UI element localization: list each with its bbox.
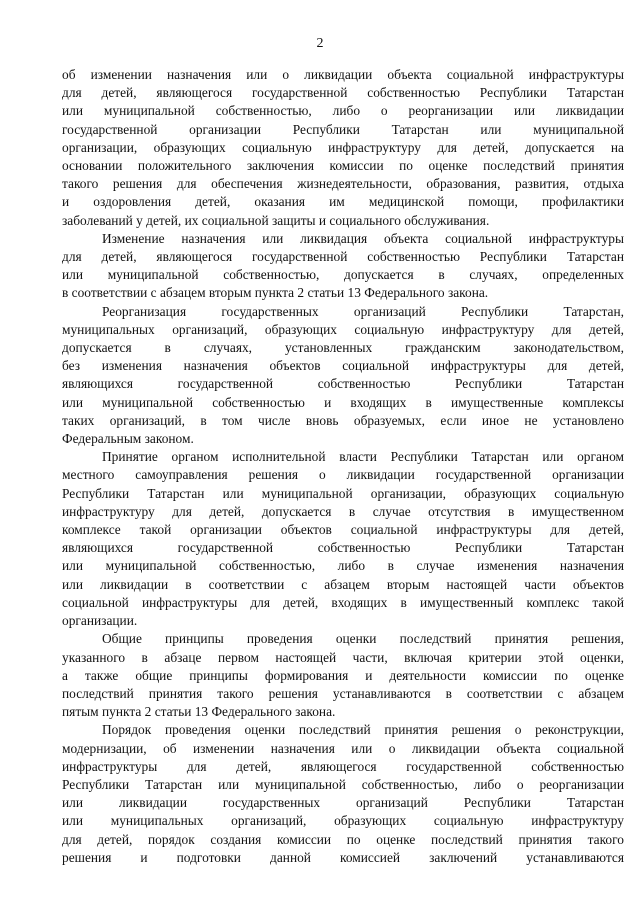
text-line: являющихся государственной собственностью Республики Татарстан	[62, 540, 624, 556]
text-line: организации.	[62, 613, 138, 629]
text-line: Республики Татарстан или муниципальной организации, образующих социальную	[62, 485, 624, 501]
text-line: Общие принципы проведения оценки последствий принятия решения,	[102, 631, 624, 647]
text-line: или муниципальных организаций, образующих социальную инфраструктуру	[62, 813, 624, 829]
text-line: для детей, являющегося государственной собственностью Республики Татарстан	[62, 249, 624, 265]
text-line: Изменение назначения или ликвидация объекта социальной инфраструктуры	[102, 230, 624, 246]
paragraph-3	[62, 303, 624, 449]
paragraph-5	[62, 630, 624, 721]
text-line: или муниципальной собственностью, допускается в случаях, определенных	[62, 267, 624, 283]
text-line: модернизации, об изменении назначения или о ликвидации объекта социальной	[62, 740, 624, 756]
paragraph-1	[62, 66, 624, 230]
text-line: заболеваний у детей, их социальной защиты и социального обслуживания.	[62, 212, 490, 228]
text-line: муниципальных организаций, образующих социальную инфраструктуру для детей,	[62, 321, 624, 337]
text-line: Порядок проведения оценки последствий принятия решения о реконструкции,	[102, 722, 624, 738]
text-line: инфраструктуру для детей, допускается в случае отсутствия в имущественном	[62, 503, 624, 519]
text-line: или муниципальной собственностью и входящих в имущественные комплексы	[62, 394, 624, 410]
text-line: а также общие принципы формирования и деятельности комиссии по оценке	[62, 667, 624, 683]
page-number: 2	[316, 36, 324, 51]
text-line: для детей, являющегося государственной собственностью Республики Татарстан	[62, 85, 624, 101]
text-line: комплексе такой организации объектов социальной инфраструктуры для детей,	[62, 522, 624, 538]
text-line: решения и подготовки данной комиссией заключений устанавливаются	[62, 849, 624, 865]
text-line: об изменении назначения или о ликвидации объекта социальной инфраструктуры	[62, 67, 624, 82]
document-body	[62, 66, 624, 867]
text-line: таких организаций, в том числе вновь образуемых, если иное не установлено	[62, 412, 624, 428]
text-line: указанного в абзаце первом настоящей части, включая критерии этой оценки,	[62, 649, 624, 665]
text-line: в соответствии с абзацем вторым пункта 2 статьи 13 Федерального закона.	[62, 285, 489, 301]
text-line: такого решения для обеспечения жизнедеятельности, образования, развития, отдыха	[62, 176, 624, 192]
text-line: Республики Татарстан или муниципальной собственностью, либо о реорганизации	[62, 776, 624, 792]
paragraph-6	[62, 721, 624, 867]
text-line: или муниципальной собственностью, либо в случае изменения назначения	[62, 558, 624, 574]
text-line: государственной организации Республики Татарстан или муниципальной	[62, 121, 624, 137]
text-line: для детей, порядок создания комиссии по оценке последствий принятия такого	[62, 831, 624, 847]
text-line: инфраструктуры для детей, являющегося государственной собственностью	[62, 758, 624, 774]
text-line: организации, образующих социальную инфраструктуру для детей, допускается на	[62, 139, 624, 155]
text-line: допускается в случаях, установленных гражданским законодательством,	[62, 340, 624, 356]
paragraph-2	[62, 230, 624, 303]
text-line: социальной инфраструктуры для детей, входящих в имущественный комплекс такой	[62, 594, 624, 610]
text-line: или муниципальной собственностью, либо о реорганизации или ликвидации	[62, 103, 624, 119]
text-line: местного самоуправления решения о ликвидации государственной организации	[62, 467, 624, 483]
text-line: являющихся государственной собственностью Республики Татарстан	[62, 376, 624, 392]
text-line: без изменения назначения объектов социальной инфраструктуры для детей,	[62, 358, 624, 374]
text-line: пятым пункта 2 статьи 13 Федерального закона.	[62, 704, 336, 720]
text-line: Реорганизация государственных организаций Республики Татарстан,	[102, 303, 624, 319]
text-line: и оздоровления детей, оказания им медицинской помощи, профилактики	[62, 194, 624, 210]
paragraph-4	[62, 448, 624, 630]
text-line: или ликвидации государственных организаций Республики Татарстан	[62, 795, 624, 811]
text-line: Принятие органом исполнительной власти Республики Татарстан или органом	[102, 449, 624, 465]
text-line: Федеральным законом.	[62, 431, 194, 447]
text-line: или ликвидации в соответствии с абзацем вторым настоящей части объектов	[62, 576, 624, 592]
text-line: последствий принятия такого решения устанавливаются в соответствии с абзацем	[62, 685, 624, 701]
text-line: основании положительного заключения комиссии по оценке последствий принятия	[62, 158, 624, 174]
